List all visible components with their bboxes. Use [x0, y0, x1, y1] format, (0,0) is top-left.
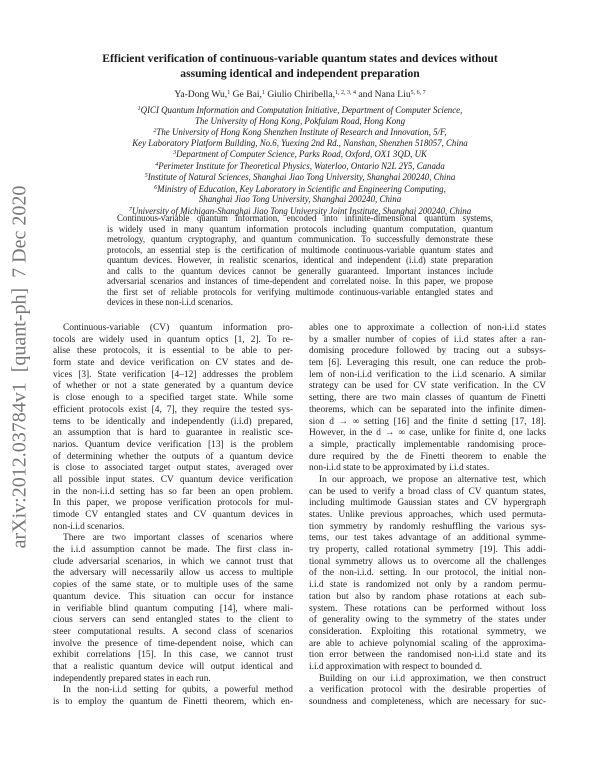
- text-line: by a smaller number of copies of i.i.d states after a ran-: [309, 334, 546, 345]
- text-line: sion d → ∞ setting [16] and the finite d setting [17, 18].: [309, 416, 546, 427]
- title-line: assuming identical and independent preparation: [180, 67, 420, 80]
- text-line: i.i.d approximation with respect to bounded d.: [309, 661, 483, 672]
- paragraph: [309, 674, 546, 709]
- affiliation-text: Shanghai Jiao Tong University, Shanghai 200240, China: [198, 194, 402, 204]
- text-line: all possible input states. CV quantum device verification: [53, 474, 293, 485]
- text-line: a simple, practically implementable randomising proce-: [309, 439, 546, 450]
- text-line: quantum device. This situation can occur for instance: [53, 591, 293, 602]
- text-line: tocols are widely used in quantum optics [1, 2]. To re-: [53, 334, 293, 345]
- text-line: the i.i.d assumption cannot be made. The first class in-: [53, 545, 293, 556]
- abstract-line: the first set of reliable protocols for verifying multimode continuous-variable entangled states and: [107, 286, 493, 297]
- affiliation-line: [40, 160, 560, 172]
- text-line: clude adversarial scenarios, in which we cannot trust that: [53, 556, 293, 567]
- text-line: exhibit correlations [15]. In this case, we cannot trust: [53, 650, 293, 661]
- text-line: theorems, which can be separated into the infinite dimen-: [309, 404, 546, 415]
- text-line: is close to associated target output states, averaged over: [53, 463, 293, 474]
- text-line: system. These rotations can be performed without loss: [309, 603, 546, 614]
- paragraph: [309, 475, 546, 674]
- author-name: Ya-Dong Wu,: [174, 89, 228, 100]
- paragraph: [53, 533, 293, 685]
- paragraph: [309, 323, 546, 475]
- text-line: vices [3]. State verification [4–12] addresses the problem: [53, 369, 293, 380]
- affiliation-line: [40, 183, 560, 195]
- affiliation-number: 4: [155, 161, 159, 168]
- body-column-right: [309, 323, 546, 709]
- affiliation-text: Department of Computer Science, Parks Road, Oxford, OX1 3QD, UK: [176, 149, 427, 159]
- text-line: In this paper, we propose verification protocols for mul-: [53, 498, 293, 509]
- affiliation-number: 5: [144, 173, 148, 179]
- abstract-line: protocols, an essential step is the certification of multimode continuous-variable quantum states and: [107, 244, 493, 255]
- text-line: In our approach, we propose an alternative test, which: [319, 474, 546, 485]
- abstract-line: adversarial scenarios and instances of time-dependent and correlated noise. In this paper, we propose: [107, 276, 493, 286]
- abstract-line: devices in these non-i.i.d scenarios.: [107, 297, 233, 307]
- text-line: involve the presence of time-dependent noise, which can: [53, 638, 293, 649]
- text-line: of determining whether the outputs of a quantum device: [53, 451, 293, 462]
- author-name: Giulio Chiribella,: [267, 89, 336, 100]
- affiliation-number: 2: [153, 128, 157, 134]
- text-line: copies of the same state, or to multiple uses of the same: [53, 580, 293, 591]
- text-line: are able to achieve polynomial scaling of the approxima-: [309, 638, 546, 649]
- text-line: states. Unlike previous approaches, which used permuta-: [309, 510, 546, 520]
- paragraph: [53, 323, 293, 533]
- affiliation-line: [40, 104, 560, 116]
- text-line: tion error between the randomised non-i.i.d state and its: [309, 650, 546, 661]
- text-line: of generality owing to the symmetry of the states under: [309, 615, 546, 626]
- text-line: consideration. Exploiting this rotational symmetry, we: [309, 626, 546, 637]
- affiliation-text: Ministry of Education, Key Laboratory in Scientific and Engineering Computing,: [157, 183, 446, 194]
- text-line: is close enough to a specified target state. While some: [53, 393, 293, 404]
- text-line: tion symmetry by randomly reshuffling the various sys-: [309, 521, 546, 532]
- text-line: i.i.d state is randomized not only by a random permu-: [309, 580, 546, 591]
- abstract: [107, 213, 493, 308]
- text-line: tem [6]. Leveraging this result, one can reduce the prob-: [309, 358, 546, 369]
- affiliation-number: 7: [128, 206, 132, 213]
- affiliation-text: University of Michigan-Shanghai Jiao Tong University Joint Institute, Shanghai 200240, China: [131, 205, 472, 216]
- text-line: lem of non-i.i.d verification to the i.i.d scenario. A similar: [309, 369, 546, 380]
- text-line: can be used to verify a broad class of CV quantum states,: [309, 486, 546, 497]
- text-line: Continuous-variable (CV) quantum information pro-: [63, 323, 293, 333]
- affiliation-text: Perimeter Institute for Theoretical Physics, Waterloo, Ontario N2L 2Y5, Canada: [158, 160, 445, 171]
- text-line: However, in the d → ∞ case, unlike for finite d, one lacks: [309, 428, 546, 439]
- text-line: the adversary will necessarily allow us access to multiple: [53, 568, 293, 579]
- text-line: form state and device verification on CV states and de-: [53, 358, 293, 369]
- title-line: Efficient verification of continuous-variable quantum states and devices without: [102, 52, 498, 65]
- text-line: an assumption that is hard to guarantee in realistic sce-: [53, 428, 293, 439]
- text-line: efficient protocols exist [4, 7], they require the tested sys-: [53, 404, 293, 415]
- text-line: tation but also by random phase rotations at each sub-: [309, 591, 546, 602]
- author-affiliation-mark: 1, 2, 3, 4: [335, 90, 357, 96]
- text-line: In the non-i.i.d setting for qubits, a powerful method: [63, 685, 293, 696]
- author-list: [40, 87, 560, 101]
- text-line: dure required by the de Finetti theorem to enable the: [309, 451, 546, 462]
- text-line: a verification protocol with the desirable properties of: [309, 685, 546, 696]
- text-line: timode CV entangled states and CV quantum devices in: [53, 510, 293, 520]
- text-line: tional symmetry allows us to overcome all the challenges: [309, 556, 546, 567]
- text-line: including multimode Gaussian states and CV hypergraph: [309, 498, 546, 509]
- text-line: tems to be identically and independently (i.i.d) prepared,: [53, 416, 293, 427]
- text-line: try property, called rotational symmetry [19]. This addi-: [309, 545, 546, 556]
- text-line: strategy can be used for CV state verification. In the CV: [309, 381, 546, 392]
- paper-title: [40, 51, 560, 81]
- author-affiliation-mark: 1: [227, 90, 231, 96]
- text-line: setting, there are two main classes of quantum de Finetti: [309, 393, 546, 404]
- body-column-left: [53, 323, 293, 709]
- text-line: of the non-i.i.d. setting. In our protocol, the initial non-: [309, 568, 546, 579]
- abstract-line: is widely used in many quantum information protocols including quantum computation, quantum: [107, 223, 493, 234]
- text-line: non-i.i.d scenarios.: [53, 521, 125, 532]
- affiliation-line: [40, 126, 560, 138]
- text-line: steer computational results. A second class of scenarios: [53, 626, 293, 637]
- text-line: narios. Quantum device verification [13] is the problem: [53, 439, 293, 450]
- abstract-line: and calls to the quantum devices cannot be generally guaranteed. Important instances include: [107, 265, 493, 276]
- affiliation-text: Institute of Natural Sciences, Shanghai Jiao Tong University, Shanghai 200240, China: [147, 172, 456, 182]
- text-line: is to employ the quantum de Finetti theorem, which en-: [53, 697, 293, 707]
- affiliation-list: [40, 104, 560, 216]
- author-name: Ge Bai,: [232, 89, 262, 100]
- text-line: non-i.i.d state to be approximated by i.i.d states.: [309, 463, 490, 474]
- affiliation-text: The University of Hong Kong Shenzhen Institute of Research and Innovation, 5/F,: [156, 127, 447, 137]
- text-line: soundness and completeness, which are necessary for suc-: [309, 697, 546, 707]
- abstract-line: metrology, quantum cryptography, and quantum communication. To successfully demonstrate these: [107, 234, 493, 244]
- abstract-line: quantum devices. However, in realistic scenarios, identical and independent (i.i.d) state preparation: [107, 255, 493, 265]
- text-line: There are two important classes of scenarios where: [63, 533, 293, 544]
- text-line: independently prepared states in each run.: [53, 673, 211, 684]
- abstract-line: Continuous-variable quantum information, encoded into infinite-dimensional quantum systems,: [117, 213, 493, 223]
- text-line: in verifiable blind quantum computing [14], where mali-: [53, 603, 293, 614]
- text-line: in the non-i.i.d setting has so far been an open problem.: [53, 486, 293, 497]
- author-affiliation-mark: 1: [261, 90, 265, 96]
- text-line: of whether or not a state generated by a quantum device: [53, 381, 293, 392]
- text-line: domising procedure followed by tracing out a subsys-: [309, 346, 546, 357]
- affiliation-text: QICI Quantum Information and Computation Initiative, Department of Computer Science,: [140, 105, 463, 115]
- text-line: Building on our i.i.d approximation, we then construct: [319, 673, 546, 684]
- text-line: that a realistic quantum device will output identical and: [53, 661, 293, 672]
- paragraph: [53, 685, 293, 708]
- affiliation-line: [40, 116, 560, 127]
- text-line: tems, our test takes advantage of an additional symme-: [309, 533, 546, 544]
- affiliation-line: [40, 171, 560, 183]
- affiliation-line: [40, 138, 560, 149]
- affiliation-number: 3: [173, 150, 177, 156]
- text-line: alise these protocols, it is essential to be able to per-: [53, 346, 293, 357]
- affiliation-text: Key Laboratory Platform Building, No.6, Yuexing 2nd Rd., Nanshan, Shenzhen 518057, China: [132, 137, 468, 148]
- affiliation-number: 1: [137, 106, 141, 112]
- affiliation-number: 6: [154, 184, 158, 191]
- text-line: ables one to approximate a collection of non-i.i.d states: [309, 323, 546, 333]
- text-line: cious servers can send entangled states to the client to: [53, 615, 293, 626]
- affiliation-text: The University of Hong Kong, Pokfulam Road, Hong Kong: [194, 115, 406, 126]
- affiliation-line: [40, 194, 560, 205]
- affiliation-line: [40, 148, 560, 160]
- arxiv-identifier-stamp: arXiv:2012.03784v1 [quant-ph] 7 Dec 2020: [8, 185, 31, 549]
- author-name: and Nana Liu: [358, 89, 411, 100]
- author-affiliation-mark: 5, 6, 7: [410, 90, 426, 96]
